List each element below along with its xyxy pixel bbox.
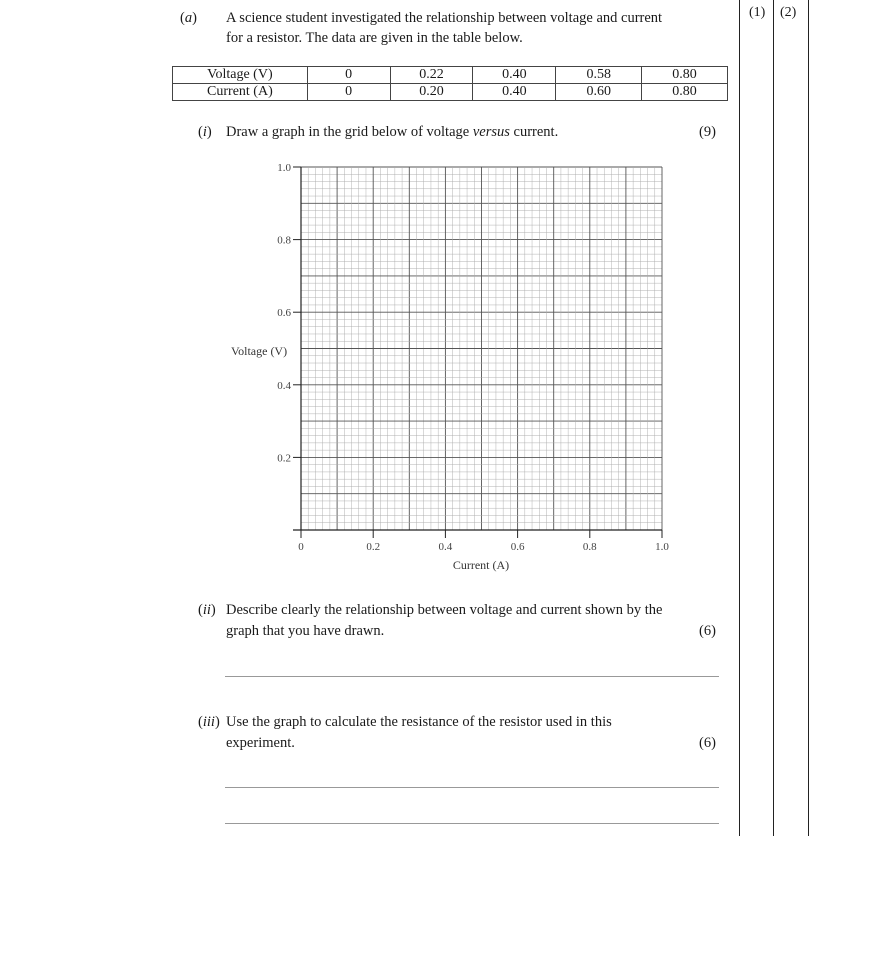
- y-tick-label: 0.6: [277, 307, 291, 320]
- part-a-label: (a): [180, 10, 197, 26]
- margin-col-1-label: (1): [749, 5, 766, 20]
- table-cell: 0: [307, 67, 390, 84]
- intro-line-1: A science student investigated the relationship between voltage and current: [226, 10, 663, 26]
- part-ii-line-1: Describe clearly the relationship between voltage and current shown by the: [226, 602, 663, 618]
- table-cell: 0.80: [642, 67, 728, 84]
- part-ii-label: (ii): [198, 602, 216, 618]
- table-cell: 0.60: [556, 84, 642, 101]
- y-tick-label: 0.2: [277, 452, 291, 465]
- answer-line[interactable]: [225, 787, 719, 788]
- table-cell: 0.80: [642, 84, 728, 101]
- part-i-text-start: Draw a graph in the grid below of voltage: [226, 124, 473, 140]
- x-tick-label: 1.0: [655, 541, 669, 553]
- table-cell: 0.20: [390, 84, 473, 101]
- x-tick-label: 0.4: [438, 541, 453, 553]
- part-i-marks: (9): [699, 124, 716, 140]
- part-iii-line-1: Use the graph to calculate the resistance of the resistor used in this: [226, 714, 612, 730]
- grid-lines: [301, 167, 662, 530]
- part-a-letter: a: [184, 10, 193, 26]
- table-header-voltage: Voltage (V): [173, 67, 308, 84]
- part-i-text-end: current.: [509, 124, 559, 140]
- part-ii-line-2: graph that you have drawn.: [226, 623, 385, 639]
- part-iii-label: (iii): [198, 714, 220, 730]
- graph-axes: [293, 167, 662, 538]
- y-tick-label: 0.4: [277, 379, 291, 392]
- table-cell: 0.22: [390, 67, 473, 84]
- tick-labels: [277, 162, 669, 553]
- part-ii-marks: (6): [699, 623, 716, 639]
- x-tick-label: 0.2: [366, 541, 381, 553]
- y-tick-label: 0.8: [277, 234, 291, 247]
- y-axis-label: Voltage (V): [231, 344, 288, 358]
- x-axis-label: Current (A): [452, 558, 510, 572]
- table-cell: 0.58: [556, 67, 642, 84]
- x-tick-label: 0: [298, 541, 304, 553]
- answer-line[interactable]: [225, 823, 719, 824]
- x-tick-label: 0.8: [582, 541, 597, 553]
- table-cell: 0.40: [473, 67, 556, 84]
- part-i-label: (i): [198, 124, 212, 140]
- intro-line-2: for a resistor. The data are given in the table below.: [226, 30, 523, 46]
- part-iii-line-2: experiment.: [226, 735, 295, 751]
- x-tick-label: 0.6: [510, 541, 525, 553]
- y-tick-label: 1.0: [277, 162, 291, 174]
- margin-col-2-label: (2): [780, 5, 797, 20]
- part-iii-marks: (6): [699, 735, 716, 751]
- table-cell: 0.40: [473, 84, 556, 101]
- answer-line[interactable]: [225, 676, 719, 677]
- part-i-text-italic: versus: [472, 124, 510, 140]
- table-header-current: Current (A): [173, 84, 308, 101]
- table-cell: 0: [307, 84, 390, 101]
